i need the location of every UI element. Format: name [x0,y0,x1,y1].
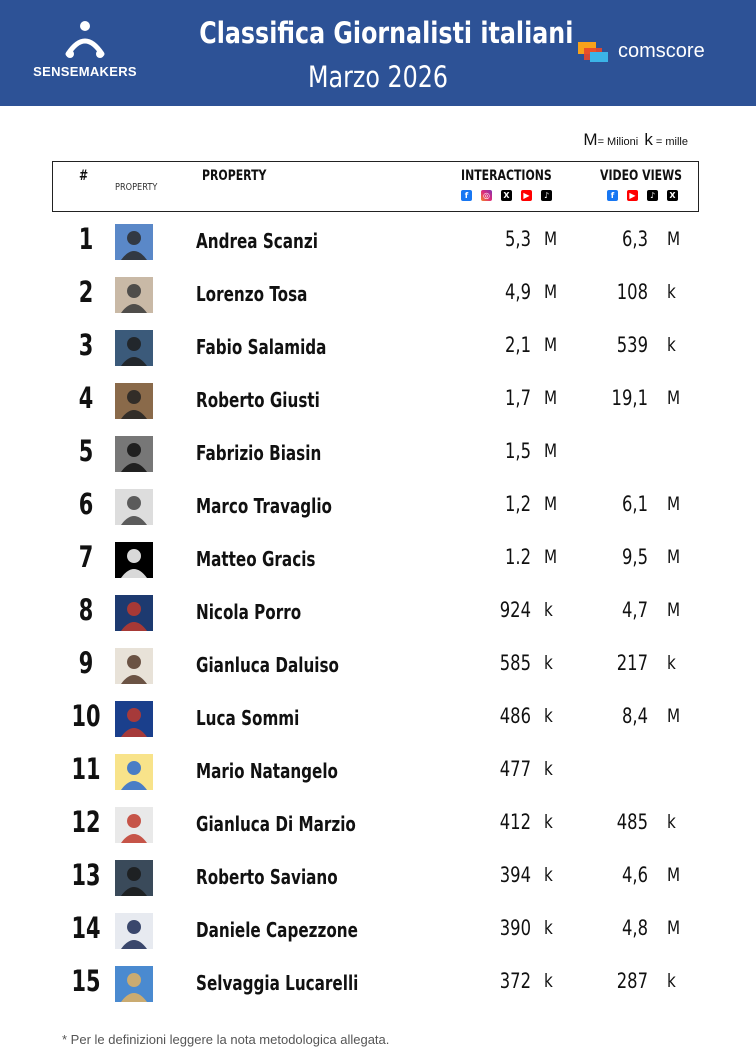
interactions-unit: k [544,811,553,833]
page-title: Classifica Giornalisti italiani [199,16,574,50]
avatar-image-icon [115,701,153,737]
avatar-image-icon [115,383,153,419]
interactions-value: 1,2 [504,492,531,516]
interactions-unit: k [544,758,553,780]
column-header-property: PROPERTY [202,168,267,184]
property-name: Gianluca Di Marzio [196,812,356,836]
table-row [0,585,756,638]
interactions-unit: k [544,970,553,992]
property-name: Nicola Porro [196,600,302,624]
property-avatar [115,701,153,737]
video-views-value: 4,8 [621,916,648,940]
units-k-symbol: k [644,130,653,149]
table-row [0,850,756,903]
property-name: Fabrizio Biasin [196,441,322,465]
property-name: Marco Travaglio [196,494,332,518]
video-views-value: 108 [616,280,648,304]
row-rank: 15 [71,964,101,998]
avatar-image-icon [115,595,153,631]
avatar-image-icon [115,224,153,260]
video-views-unit: k [667,652,676,674]
interactions-unit: k [544,705,553,727]
video-views-value: 485 [616,810,648,834]
property-avatar [115,913,153,949]
comscore-logo [578,38,738,66]
property-avatar [115,648,153,684]
video-views-unit: M [667,493,681,515]
avatar-image-icon [115,860,153,896]
interactions-value: 390 [499,916,531,940]
table-row [0,320,756,373]
video-views-value: 6,3 [621,227,648,251]
property-name: Andrea Scanzi [196,229,318,253]
interactions-unit: M [544,387,558,409]
table-row [0,691,756,744]
interactions-value: 394 [499,863,531,887]
property-name: Luca Sommi [196,706,300,730]
property-avatar [115,224,153,260]
property-avatar [115,754,153,790]
row-rank: 2 [78,275,94,309]
video-views-unit: M [667,546,681,568]
row-rank: 10 [71,699,101,733]
footnote: * Per le definizioni leggere la nota metodologica allegata. [62,1032,390,1047]
interactions-value: 486 [499,704,531,728]
column-header-property-small: PROPERTY [115,182,158,193]
video-views-unit: M [667,705,681,727]
sensemakers-logo [16,20,154,80]
property-name: Mario Natangelo [196,759,338,783]
avatar-image-icon [115,330,153,366]
facebook-icon: f [607,190,618,201]
table-row [0,532,756,585]
interactions-unit: M [544,546,558,568]
video-views-unit: M [667,599,681,621]
avatar-image-icon [115,489,153,525]
table-row [0,956,756,1009]
sensemakers-logo-mark-icon [64,20,106,60]
comscore-brand-name: comscore [618,40,705,62]
row-rank: 1 [78,222,94,256]
sensemakers-brand-name: SENSEMAKERS [33,64,137,79]
row-rank: 9 [78,646,94,680]
video-views-value: 4,7 [621,598,648,622]
video-views-unit: k [667,334,676,356]
avatar-image-icon [115,648,153,684]
property-name: Daniele Capezzone [196,918,358,942]
video-views-value: 217 [616,651,648,675]
video-views-unit: k [667,970,676,992]
avatar-image-icon [115,913,153,949]
table-row [0,744,756,797]
row-rank: 12 [71,805,101,839]
tiktok-icon: ♪ [541,190,552,201]
interactions-unit: k [544,864,553,886]
video-views-unit: M [667,917,681,939]
table-header [52,161,699,212]
property-avatar [115,489,153,525]
avatar-image-icon [115,966,153,1002]
property-name: Roberto Giusti [196,388,320,412]
video-views-unit: M [667,864,681,886]
youtube-icon: ▶ [521,190,532,201]
interactions-value: 924 [499,598,531,622]
units-legend [583,130,688,150]
video-views-value: 287 [616,969,648,993]
table-row [0,638,756,691]
property-avatar [115,966,153,1002]
property-name: Lorenzo Tosa [196,282,308,306]
units-m-symbol: M [583,130,598,149]
video-views-value: 539 [616,333,648,357]
property-avatar [115,542,153,578]
column-header-interactions: INTERACTIONS [461,168,552,184]
units-m-text: = Milioni [597,136,639,148]
property-avatar [115,383,153,419]
video-views-value: 4,6 [621,863,648,887]
property-avatar [115,436,153,472]
interactions-unit: M [544,440,558,462]
table-row [0,267,756,320]
interactions-unit: M [544,334,558,356]
interactions-unit: k [544,652,553,674]
interactions-value: 1.2 [504,545,531,569]
property-avatar [115,595,153,631]
row-rank: 3 [78,328,94,362]
interactions-value: 4,9 [504,280,531,304]
column-header-video-views: VIDEO VIEWS [600,168,683,184]
comscore-logo-mark-icon [578,40,610,64]
column-header-rank: # [79,168,89,184]
row-rank: 5 [78,434,94,468]
video-views-unit: M [667,228,681,250]
avatar-image-icon [115,807,153,843]
row-rank: 14 [71,911,101,945]
interactions-unit: M [544,228,558,250]
interactions-value: 1,7 [504,386,531,410]
page-subtitle: Marzo 2026 [308,60,448,94]
interactions-value: 1,5 [504,439,531,463]
instagram-icon: ◎ [481,190,492,201]
video-views-unit: M [667,387,681,409]
interactions-unit: M [544,493,558,515]
interactions-value: 412 [499,810,531,834]
property-avatar [115,807,153,843]
avatar-image-icon [115,436,153,472]
row-rank: 11 [71,752,101,786]
property-name: Gianluca Daluiso [196,653,339,677]
table-row [0,214,756,267]
header-banner [0,0,756,106]
row-rank: 4 [78,381,94,415]
avatar-image-icon [115,754,153,790]
interactions-unit: k [544,917,553,939]
property-name: Matteo Gracis [196,547,316,571]
interactions-platform-icons [461,190,552,201]
row-rank: 8 [78,593,94,627]
units-k-text: = mille [655,136,688,148]
video-views-platform-icons [607,190,678,201]
video-views-unit: k [667,811,676,833]
avatar-image-icon [115,277,153,313]
interactions-value: 372 [499,969,531,993]
table-row [0,797,756,850]
tiktok-icon: ♪ [647,190,658,201]
table-row [0,903,756,956]
interactions-value: 2,1 [504,333,531,357]
x-icon: X [667,190,678,201]
youtube-icon: ▶ [627,190,638,201]
property-name: Selvaggia Lucarelli [196,971,359,995]
row-rank: 13 [71,858,101,892]
interactions-unit: k [544,599,553,621]
property-avatar [115,277,153,313]
table-row [0,426,756,479]
avatar-image-icon [115,542,153,578]
interactions-value: 477 [499,757,531,781]
interactions-value: 5,3 [504,227,531,251]
interactions-value: 585 [499,651,531,675]
video-views-value: 8,4 [621,704,648,728]
interactions-unit: M [544,281,558,303]
property-avatar [115,330,153,366]
property-name: Fabio Salamida [196,335,327,359]
video-views-value: 9,5 [621,545,648,569]
row-rank: 7 [78,540,94,574]
property-avatar [115,860,153,896]
row-rank: 6 [78,487,94,521]
video-views-unit: k [667,281,676,303]
video-views-value: 6,1 [621,492,648,516]
table-row [0,479,756,532]
table-row [0,373,756,426]
x-icon: X [501,190,512,201]
video-views-value: 19,1 [611,386,648,410]
facebook-icon: f [461,190,472,201]
property-name: Roberto Saviano [196,865,338,889]
